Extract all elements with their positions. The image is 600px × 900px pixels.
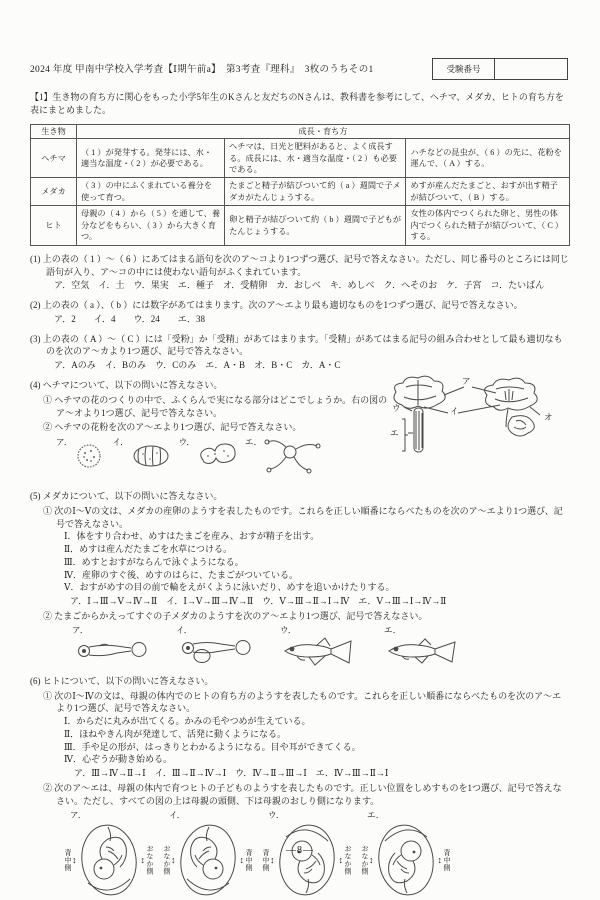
side-label-left: おなか側 — [361, 845, 369, 876]
question-4-left — [30, 379, 388, 483]
question-5-text: (5) メダカについて、以下の問いに答えなさい。 — [30, 491, 223, 502]
updown-arrow-icon: ↕ — [270, 855, 275, 866]
updown-arrow-icon: ↕ — [369, 855, 374, 866]
womb-diagram — [262, 821, 351, 899]
updown-arrow-icon: ↕ — [338, 855, 343, 866]
statement: Ⅴ．おすがめすの目の前で輪をえがくように泳いだり、めすを追いかけたりする。 — [64, 582, 395, 593]
growth-table — [30, 124, 570, 246]
womb-diagram — [163, 821, 252, 899]
problem-1-intro: 【1】生き物の育ち方に関心をもった小学5年生のKさんと友だちのNさんは、教科書を参考にして、ヘチマ、メダカ、ヒトの育ち方を表にまとめました。 — [30, 92, 564, 115]
medaka-larva-yolk-icon — [176, 636, 258, 664]
pollen-peanut-icon — [195, 436, 239, 472]
updown-arrow-icon: ↕ — [72, 855, 77, 866]
table-cell: 女性の体内でつくられた卵と、男性の体内でつくられた精子が結びついて、（ C ）する。 — [406, 206, 570, 245]
womb-diagram — [361, 821, 450, 899]
fish-option — [280, 624, 362, 668]
flower-label-o: オ — [544, 412, 553, 423]
question-6-options: ア．Ⅲ→Ⅳ→Ⅱ→Ⅰ イ．Ⅲ→Ⅱ→Ⅳ→Ⅰ ウ．Ⅳ→Ⅱ→Ⅲ→Ⅰ エ．Ⅳ→Ⅲ→Ⅱ→Ⅰ — [74, 768, 389, 779]
statement: Ⅱ．ほねやきん肉が発達して、活発に動くようになる。 — [64, 728, 286, 739]
side-label-left: 背中側 — [64, 849, 72, 872]
womb-option-label: イ． — [169, 810, 186, 821]
examinee-number-box — [432, 58, 568, 80]
question-1-options: ア．空気 イ．土 ウ．果実 エ．種子 オ．受精卵 カ．おしべ キ．めしべ ク．へそのお ケ．子宮 コ．たいばん — [54, 280, 545, 291]
question-6-sub2: ② 次のア～エは、母親の体内で育つヒトの子どものようすを表したものです。正しい位置をしめすものを1つ選び、記号で答えなさい。ただし、すべての図の上は母親の頭側、下は母親のおしり側になります。 — [43, 782, 562, 806]
updown-arrow-icon: ↕ — [171, 855, 176, 866]
womb-option-label: エ． — [367, 810, 385, 821]
question-5-options: ア．Ⅰ→Ⅲ→Ⅴ→Ⅳ→Ⅱ イ．Ⅰ→Ⅴ→Ⅲ→Ⅳ→Ⅱ ウ．Ⅴ→Ⅲ→Ⅱ→Ⅰ→Ⅳ エ．Ⅴ→Ⅲ→Ⅰ→Ⅳ→Ⅱ — [70, 596, 447, 607]
fish-option — [384, 624, 466, 668]
updown-arrow-icon: ↕ — [140, 855, 145, 866]
flower-label-i: イ — [450, 406, 459, 417]
exam-title: 2024 年度 甲南中学校入学考査【Ⅰ期午前a】 第3考査『理科』 3枚のうちその1 — [30, 65, 374, 75]
question-3-text: (3) 上の表の（ A ）～（ C ）には「受粉」か「受精」があてはまります。「受精」があてはまる記号の組み合わせとして最も適切なものを次のア～カより1つ選び、記号で答えなさい。 — [30, 333, 563, 357]
organism-name: ヘチマ — [31, 139, 77, 178]
table-cell: 卵と精子が結びついて約（ b ）週間で子どもがたんじょうする。 — [225, 206, 406, 245]
medaka-larva-icon — [72, 636, 154, 664]
page-number: ―8― — [286, 844, 314, 856]
statement: Ⅲ．めすとおすがならんで泳ぐようになる。 — [64, 556, 244, 567]
pollen-option-label: イ． — [112, 437, 129, 448]
pollen-option — [179, 436, 239, 480]
side-label-left: おなか側 — [163, 845, 171, 876]
pollen-round-spiky-icon — [72, 436, 106, 472]
pollen-option — [245, 436, 324, 480]
flower-label-a: ア — [462, 376, 471, 387]
table-row — [31, 206, 570, 245]
table-cell: （ 1 ）が発芽する。発芽には、水・適当な温度・（ 2 ）が必要である。 — [77, 139, 225, 178]
pollen-appendaged-icon — [262, 436, 324, 480]
question-4-block — [30, 376, 570, 483]
side-label-left: 背中側 — [262, 849, 270, 872]
table-header-row — [31, 124, 570, 138]
fish-option-label: ウ． — [280, 624, 297, 635]
medaka-adult-icon — [280, 636, 362, 668]
question-3-options: ア．Aのみ イ．Bのみ ウ．Cのみ エ．A・B オ．B・C カ．A・C — [54, 360, 341, 371]
question-4-sub1: ① ヘチマの花のつくりの中で、ふくらんで実になる部分はどこでしょうか。右の図のア～オより1つ選び、記号で答えなさい。 — [43, 394, 388, 418]
page-header — [30, 58, 570, 80]
side-label-right: おなか側 — [146, 845, 154, 876]
updown-arrow-icon: ↕ — [239, 855, 244, 866]
question-6-sub1: ① 次のⅠ～Ⅳの文は、母親の体内でのヒトの育ち方のようすを表したものです。これらを正しい順番にならべたものを次のア～エより1つ選び、記号で答えなさい。 — [43, 690, 562, 714]
side-label-right: おなか側 — [344, 845, 352, 876]
pollen-oval-striped-icon — [129, 436, 173, 472]
fetus-icon — [177, 821, 239, 899]
question-5-sub2: ② たまごからかえってすぐの子メダカのようすを次のア～エより1つ選び、記号で答えなさい。 — [43, 610, 428, 621]
fetus-icon — [375, 821, 437, 899]
question-5-sub1: ① 次のⅠ～Ⅴの文は、メダカの産卵のようすを表したものです。これらを正しい順番にならべたものを次のア～エより1つ選び、記号で答えなさい。 — [43, 505, 563, 529]
table-cell: 母親の（ 4 ）から（ 5 ）を通して、養分などをもらい、（ 3 ）から大きく育つ。 — [77, 206, 225, 245]
organism-name: メダカ — [31, 178, 77, 206]
question-2-options: ア．2 イ．4 ウ．24 エ．38 — [54, 313, 206, 324]
col-header-organism: 生き物 — [31, 124, 77, 138]
pollen-option-label: ウ． — [178, 437, 195, 448]
fetus-icon — [276, 821, 338, 899]
statement: Ⅱ．めすは産んだたまごを水草につける。 — [64, 544, 232, 555]
pollen-option — [112, 436, 172, 480]
fish-option-label: イ． — [176, 624, 193, 635]
fetus-icon — [78, 821, 140, 899]
question-4-text: (4) ヘチマについて、以下の問いに答えなさい。 — [30, 380, 223, 391]
luffa-flower-figure — [388, 375, 570, 483]
luffa-flower-drawing — [388, 375, 570, 483]
table-row — [31, 178, 570, 206]
womb-option-label: ウ． — [268, 810, 285, 821]
womb-option-label: ア． — [70, 810, 87, 821]
question-2-text: (2) 上の表の（ a ）、（ b ）には数字があてはまります。次のア～エより最も適切なものを1つずつ選び、記号で答えなさい。 — [30, 300, 523, 311]
statement: Ⅳ．心ぞうが動き始める。 — [64, 754, 172, 765]
question-4-sub2: ② ヘチマの花粉を次のア～エより1つ選び、記号で答えなさい。 — [43, 422, 302, 433]
examinee-number-field — [495, 59, 567, 79]
pollen-options-row — [56, 436, 388, 480]
organism-name: ヒト — [31, 206, 77, 245]
statement: Ⅲ．手や足の形が、はっきりとわかるようになる。目や耳ができてくる。 — [64, 741, 361, 752]
medaka-adult-icon — [384, 636, 466, 668]
question-6-text: (6) ヒトについて、以下の問いに答えなさい。 — [30, 675, 214, 686]
pollen-option-label: エ． — [244, 437, 263, 448]
question-1-text: (1) 上の表の（ 1 ）～（ 6 ）にあてはまる語句を次のア～コより1つずつ選び、記号で答えなさい。ただし、同じ番号のところには同じ語句が入り、ア～コの中には使わない語句がふくまれています。 — [30, 253, 569, 277]
table-cell: ヘチマは、日光と肥料があると、よく成長する。成長には、水・適当な温度・（ 2 ）も必要である。 — [225, 139, 406, 178]
table-cell: めすが産んだたまごと、おすが出す精子が結びついて、（ B ）する。 — [406, 178, 570, 206]
statement: Ⅰ．体をすり合わせ、めすはたまごを産み、おすが精子を出す。 — [64, 531, 320, 542]
medaka-fry-figure — [72, 624, 570, 668]
table-row — [31, 139, 570, 178]
fish-option-label: エ． — [384, 624, 402, 635]
fish-option-label: ア． — [72, 624, 89, 635]
side-label-right: 背中側 — [443, 849, 451, 872]
flower-label-e: エ — [390, 428, 399, 439]
fish-option — [176, 624, 258, 664]
fish-option — [72, 624, 154, 664]
table-cell: ハチなどの昆虫が、（ 6 ）の先に、花粉を運んで、（ A ）する。 — [406, 139, 570, 178]
statement: Ⅳ．産卵のすぐ後、めすのはらに、たまごがついている。 — [64, 569, 298, 580]
womb-diagram — [64, 821, 153, 899]
col-header-growth: 成長・育ち方 — [77, 124, 570, 138]
flower-label-u: ウ — [392, 403, 401, 414]
table-cell: （ 3 ）の中にふくまれている養分を使って育つ。 — [77, 178, 225, 206]
pollen-option-label: ア． — [56, 437, 73, 448]
updown-arrow-icon: ↕ — [437, 855, 442, 866]
pollen-option — [56, 436, 106, 480]
examinee-number-label: 受験番号 — [433, 59, 495, 79]
side-label-right: 背中側 — [245, 849, 253, 872]
table-cell: たまごと精子が結びついて約（ a ）週間で子メダカがたんじょうする。 — [225, 178, 406, 206]
statement: Ⅰ．からだに丸みが出てくる。かみの毛やつめが生えている。 — [64, 716, 311, 727]
